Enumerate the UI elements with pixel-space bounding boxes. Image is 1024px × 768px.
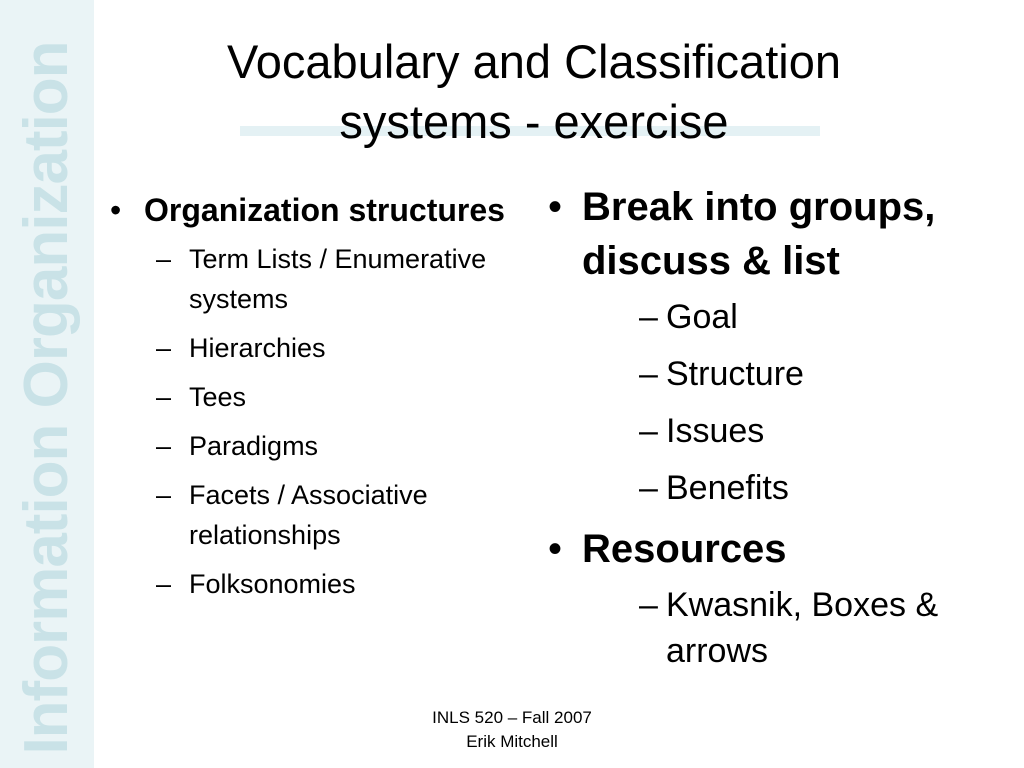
sub-list bbox=[144, 239, 530, 604]
list-item-text: Facets / Associative relationships bbox=[189, 480, 428, 550]
bullet-dot-icon: • bbox=[548, 527, 563, 571]
list-item bbox=[144, 564, 530, 604]
dash-icon: – bbox=[639, 586, 658, 624]
list-item-text: Kwasnik, Boxes & arrows bbox=[666, 586, 939, 670]
list-item-text: Paradigms bbox=[189, 431, 319, 461]
list-item bbox=[144, 426, 530, 466]
list-item-text: Tees bbox=[189, 382, 247, 412]
list-item-text: Folksonomies bbox=[189, 569, 356, 599]
bullet-dot-icon: • bbox=[548, 185, 563, 229]
list-item bbox=[144, 239, 530, 319]
footer-author: Erik Mitchell bbox=[466, 732, 558, 751]
list-item-text: Term Lists / Enumerative systems bbox=[189, 244, 487, 314]
bullet-dot-icon: • bbox=[110, 192, 122, 228]
list-item bbox=[582, 351, 968, 397]
sub-list bbox=[582, 582, 968, 674]
dash-icon: – bbox=[156, 382, 172, 412]
slide-title bbox=[100, 32, 968, 152]
sidebar-watermark-text: Information Organization bbox=[12, 41, 81, 755]
bullet-resources bbox=[548, 522, 968, 674]
list-item-text: Hierarchies bbox=[189, 333, 326, 363]
list-item bbox=[144, 377, 530, 417]
bullet-heading: Resources bbox=[582, 527, 787, 571]
dash-icon: – bbox=[156, 480, 172, 510]
sidebar bbox=[0, 0, 94, 768]
dash-icon: – bbox=[156, 244, 172, 274]
list-item bbox=[582, 294, 968, 340]
list-item-text: Benefits bbox=[666, 469, 789, 507]
left-column bbox=[110, 189, 530, 613]
dash-icon: – bbox=[156, 333, 172, 363]
dash-icon: – bbox=[639, 469, 658, 507]
bullet-organization-structures bbox=[110, 189, 530, 604]
bullet-heading: Organization structures bbox=[144, 192, 505, 228]
list-item bbox=[144, 328, 530, 368]
slide-title-line-2: systems - exercise bbox=[339, 95, 729, 148]
bullet-break-into-groups bbox=[548, 180, 968, 511]
list-item bbox=[582, 408, 968, 454]
dash-icon: – bbox=[639, 412, 658, 450]
dash-icon: – bbox=[639, 355, 658, 393]
right-column bbox=[548, 180, 968, 685]
footer-course: INLS 520 – Fall 2007 bbox=[432, 708, 592, 727]
list-item-text: Issues bbox=[666, 412, 765, 450]
slide-footer bbox=[400, 706, 624, 754]
list-item bbox=[582, 582, 968, 674]
list-item-text: Structure bbox=[666, 355, 804, 393]
dash-icon: – bbox=[639, 298, 658, 336]
sub-list bbox=[582, 294, 968, 511]
dash-icon: – bbox=[156, 431, 172, 461]
list-item bbox=[582, 465, 968, 511]
bullet-heading: Break into groups, discuss & list bbox=[582, 185, 936, 283]
list-item bbox=[144, 475, 530, 555]
slide-title-line-1: Vocabulary and Classification bbox=[227, 35, 841, 88]
dash-icon: – bbox=[156, 569, 172, 599]
list-item-text: Goal bbox=[666, 298, 738, 336]
